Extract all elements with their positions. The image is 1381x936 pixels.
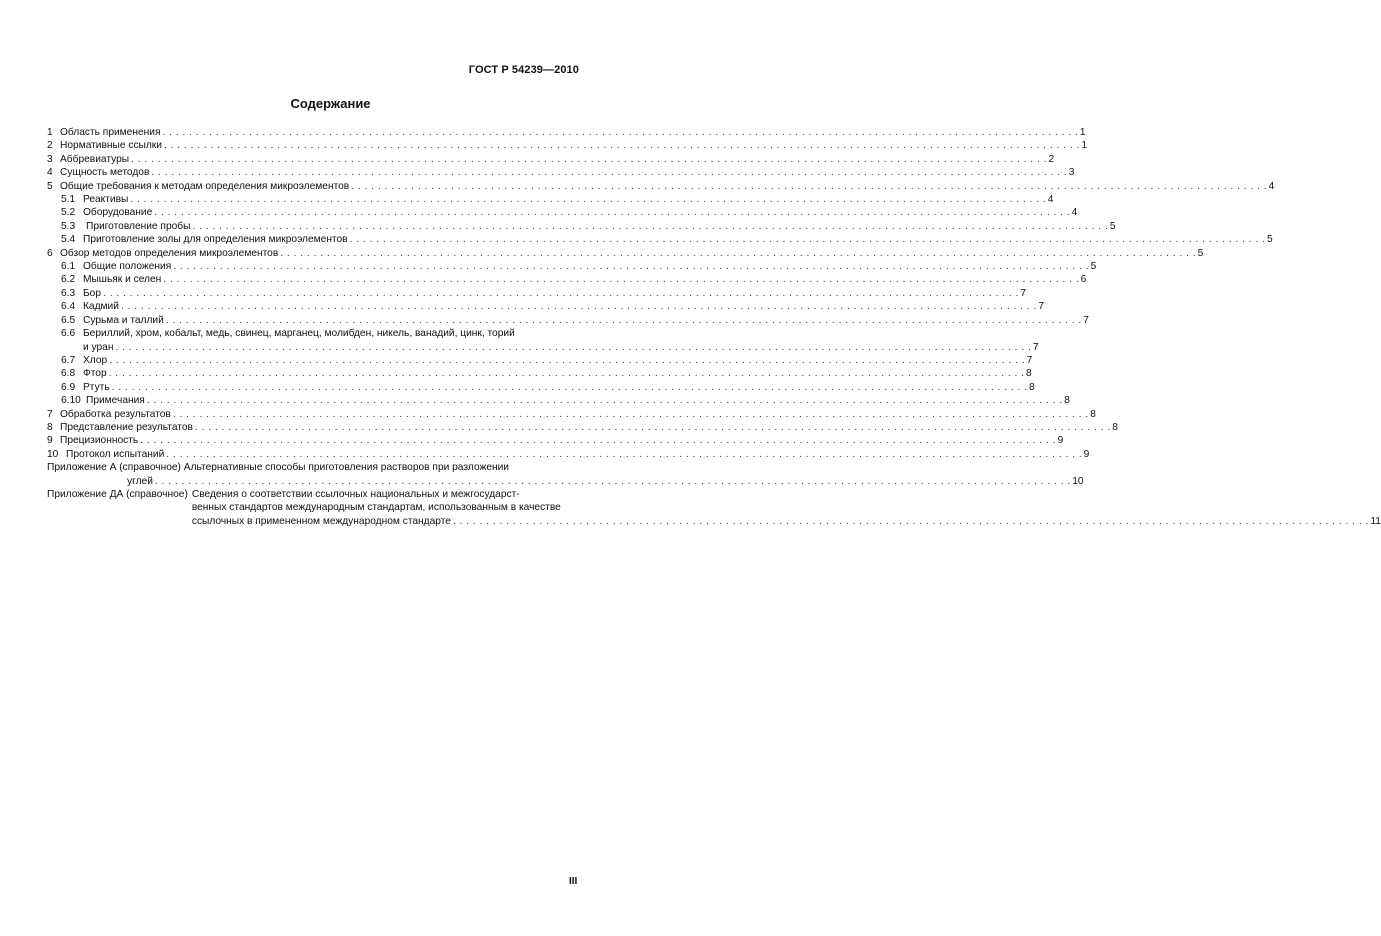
toc-entry-title: Приготовление золы для определения микроэлементов: [83, 234, 348, 246]
toc-entry-page: 4: [1047, 194, 1054, 206]
toc-entry-number: 5.2: [61, 207, 76, 219]
toc-entry-page: 3: [1068, 167, 1075, 179]
toc-entry[interactable]: [47, 180, 1275, 193]
toc-entry-title: Приготовление пробы: [86, 220, 191, 232]
annex-body: [188, 488, 1381, 528]
toc-entry-page: 7: [1032, 341, 1039, 353]
toc-entry-title: Сурьма и таллий: [83, 314, 164, 326]
toc-entry-number: 6.1: [61, 261, 76, 273]
toc-entry-page: 8: [1112, 421, 1118, 433]
toc-entry-page: 7: [1020, 287, 1027, 299]
toc-entry[interactable]: [47, 327, 584, 340]
leader-dots: [109, 354, 1024, 367]
toc-entry-page: 2: [1048, 153, 1055, 165]
leader-dots: [140, 434, 1055, 447]
toc-entry-title: Общие требования к методам определения микроэлементов: [60, 180, 350, 192]
leader-dots: [453, 515, 1368, 528]
toc-entry-number: 6: [47, 247, 53, 259]
toc-entry[interactable]: [47, 287, 1027, 300]
toc-entry-page: 10: [1072, 475, 1084, 487]
toc-entry-number: 6.5: [61, 314, 76, 326]
annex-title-continued-row: [47, 475, 1084, 488]
toc-entry-number: 5.4: [61, 234, 76, 246]
toc-entry-number: 8: [47, 421, 53, 433]
toc-entry-number: 6.6: [61, 328, 76, 340]
page-title: Содержание: [290, 96, 371, 111]
document-designation: ГОСТ Р 54239—2010: [468, 64, 579, 76]
toc-entry-title: Фтор: [83, 368, 107, 380]
toc-entry-number: 7: [47, 408, 53, 420]
leader-dots: [166, 314, 1081, 327]
toc-entry-number: 3: [47, 153, 53, 165]
leader-dots: [151, 166, 1066, 179]
toc-entry-number: 1: [47, 127, 53, 138]
toc-entry-continuation[interactable]: [47, 341, 1039, 354]
toc-entry[interactable]: [47, 166, 1075, 179]
toc-entry-title: Представление результатов: [60, 421, 193, 433]
toc-entry-number: 9: [47, 435, 53, 447]
toc-entry-number: 5.3: [61, 220, 76, 232]
toc-entry-title-continued: и уран: [83, 341, 114, 353]
leader-dots: [112, 381, 1027, 394]
toc-entry-number: 6.3: [61, 287, 76, 299]
toc-entry-number: 5: [47, 180, 53, 192]
toc-entry[interactable]: [47, 139, 1087, 152]
toc-entry-title: Аббревиатуры: [60, 153, 130, 165]
toc-entry-number: 6.4: [61, 301, 76, 313]
toc-entry-page: 11: [1370, 515, 1381, 527]
toc-entry-title: Примечания: [86, 395, 145, 407]
leader-dots: [195, 421, 1110, 434]
annex-title-line: Сведения о соответствии ссылочных национальных и межгосударст-: [191, 488, 520, 500]
toc-entry[interactable]: [47, 193, 1054, 206]
leader-dots: [173, 260, 1088, 273]
toc-entry-page: 9: [1083, 448, 1090, 460]
annex-heading: Приложение ДА (справочное): [47, 488, 188, 500]
toc-entry-page: 5: [1109, 220, 1116, 232]
annex-title-continued: углей: [127, 475, 153, 487]
leader-dots: [103, 287, 1018, 300]
leader-dots: [350, 233, 1265, 246]
leader-dots: [163, 273, 1078, 286]
leader-dots: [162, 126, 1077, 139]
toc-entry-page: 7: [1038, 301, 1044, 313]
leader-dots: [121, 300, 1036, 313]
toc-entry[interactable]: [47, 367, 1032, 380]
toc-entry[interactable]: [47, 354, 1033, 367]
toc-entry-title: Протокол испытаний: [66, 448, 165, 460]
toc-entry-title: Область применения: [60, 127, 161, 138]
leader-dots: [164, 139, 1079, 152]
toc-entry-page: 8: [1090, 408, 1096, 420]
toc-entry-number: 6.10: [61, 395, 81, 407]
toc-entry[interactable]: [47, 126, 1086, 139]
toc-entry-page: 8: [1026, 368, 1032, 380]
annex-title-last-row: [192, 515, 1381, 528]
toc-entry-number: 6.7: [61, 354, 76, 366]
toc-entry-page: 7: [1026, 354, 1033, 366]
toc-entry-page: 8: [1064, 395, 1070, 407]
toc-entry[interactable]: [47, 408, 1096, 421]
leader-dots: [351, 180, 1266, 193]
toc-entry-number: 6.9: [61, 381, 76, 393]
toc-entry-number: 6.8: [61, 368, 76, 380]
toc-entry[interactable]: [47, 381, 1035, 394]
toc-annex-da[interactable]: [47, 488, 1381, 528]
leader-dots: [280, 247, 1195, 260]
toc-entry-title: Нормативные ссылки: [60, 140, 162, 152]
leader-dots: [192, 220, 1107, 233]
toc-entry[interactable]: [47, 220, 1116, 233]
toc-entry[interactable]: [47, 153, 1055, 166]
toc-entry[interactable]: [47, 434, 1064, 447]
toc-entry-number: 10: [47, 448, 59, 460]
toc-entry[interactable]: [47, 206, 1078, 219]
toc-entry-title: Сущность методов: [60, 167, 150, 179]
toc-entry-page: 7: [1083, 314, 1089, 326]
leader-dots: [130, 193, 1045, 206]
toc-entry[interactable]: [47, 421, 1118, 434]
toc-entry[interactable]: [47, 448, 1090, 461]
annex-title-line: венных стандартов международным стандартам, использованным в качестве: [191, 502, 561, 514]
toc-entry-title: Бор: [83, 287, 102, 299]
toc-entry-title: Хлор: [83, 354, 108, 366]
toc-entry-number: 5.1: [61, 194, 76, 206]
toc-entry-page: 6: [1080, 274, 1087, 286]
toc-annex-a[interactable]: [47, 461, 1084, 488]
toc-entry[interactable]: [47, 314, 1089, 327]
toc-entry-title: Кадмий: [83, 301, 119, 313]
leader-dots: [147, 394, 1062, 407]
toc-entry-page: 5: [1090, 261, 1097, 273]
toc-entry[interactable]: [47, 260, 1097, 273]
toc-entry-page: 1: [1081, 140, 1087, 152]
toc-entry-number: 6.2: [61, 274, 76, 286]
toc-entry-title: Оборудование: [83, 207, 153, 219]
toc-entry-title: Общие положения: [83, 261, 172, 273]
toc-entry-title: Обзор методов определения микроэлементов: [60, 247, 279, 259]
toc-entry-number: 2: [47, 140, 53, 152]
table-of-contents: [47, 126, 1381, 528]
toc-entry-page: 4: [1268, 180, 1275, 192]
leader-dots: [166, 448, 1081, 461]
toc-entry-page: 4: [1071, 207, 1078, 219]
annex-title: Приложение А (справочное) Альтернативные способы приготовления растворов при разложении: [47, 462, 510, 474]
toc-entry[interactable]: [47, 233, 1273, 246]
toc-entry-page: 8: [1029, 381, 1035, 393]
page-number: III: [569, 876, 578, 887]
leader-dots: [109, 367, 1024, 380]
leader-dots: [155, 475, 1070, 488]
toc-entry-page: 1: [1079, 127, 1086, 138]
toc-entry-page: 5: [1266, 234, 1273, 246]
toc-entry[interactable]: [47, 394, 1070, 407]
leader-dots: [131, 153, 1046, 166]
toc-entry[interactable]: [47, 247, 1204, 260]
toc-entry-title: Бериллий, хром, кобальт, медь, свинец, марганец, молибден, никель, ванадий, цинк, торий: [83, 328, 515, 340]
toc-entry[interactable]: [47, 273, 1087, 286]
toc-entry-title: Обработка результатов: [60, 408, 171, 420]
toc-entry-page: 9: [1057, 435, 1064, 447]
leader-dots: [154, 206, 1069, 219]
toc-entry-number: 4: [47, 167, 53, 179]
toc-entry-page: 5: [1197, 247, 1204, 259]
leader-dots: [115, 341, 1030, 354]
annex-title-line: ссылочных в примененном международном стандарте: [191, 515, 451, 527]
toc-entry-title: Ртуть: [83, 381, 110, 393]
toc-entry-title: Реактивы: [83, 194, 129, 206]
toc-entry-title: Прецизионность: [60, 435, 139, 447]
toc-entry-title: Мышьяк и селен: [83, 274, 162, 286]
leader-dots: [173, 408, 1088, 421]
toc-entry[interactable]: [47, 300, 1044, 313]
